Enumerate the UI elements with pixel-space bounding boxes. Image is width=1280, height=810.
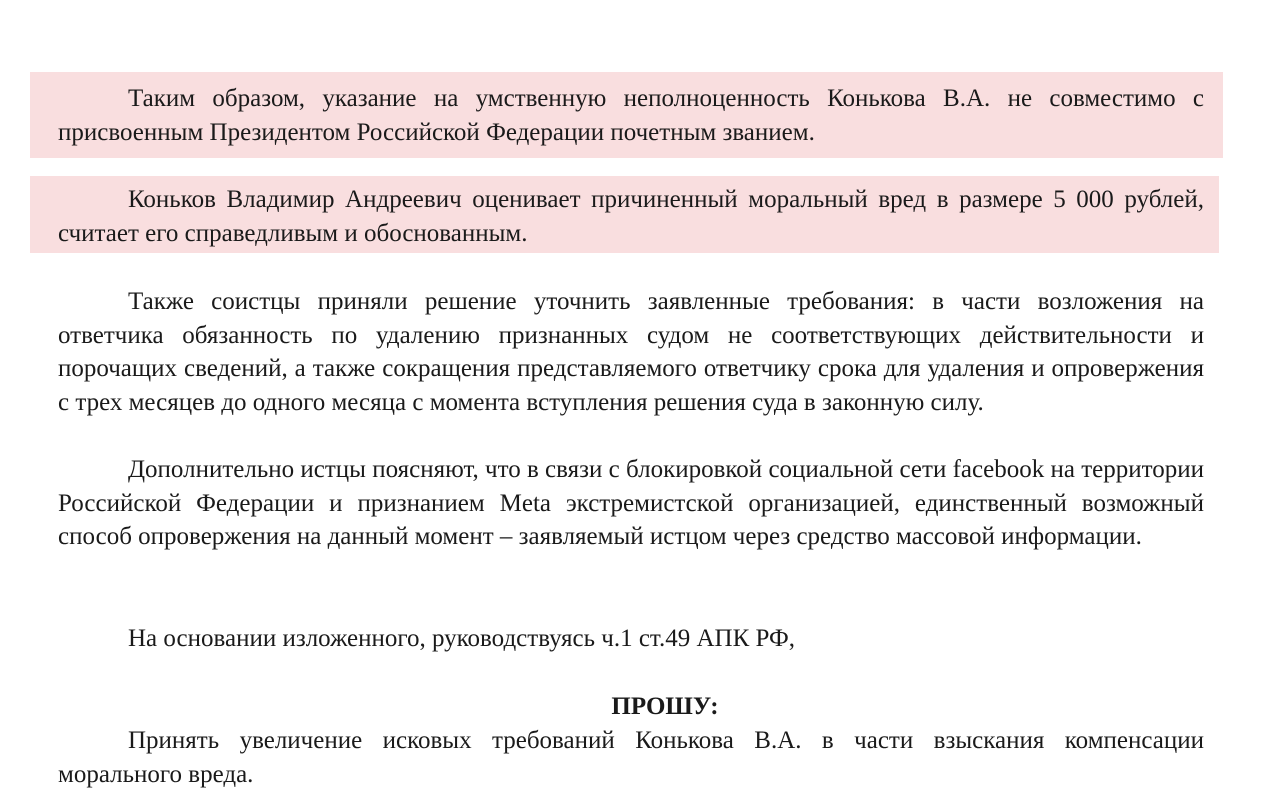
paragraph-legal-basis: На основании изложенного, руководствуясь ч.1 ст.49 АПК РФ,: [128, 625, 795, 652]
paragraph-clarified-claims: Также соистцы приняли решение уточнить заявленные требования: в части возложения на ответчика обязанность по удалению признанных судом не соответствующих действительности и порочащих сведений, а также сокращения представляемого ответчику срока для удаления и опровержения с трех месяцев до одного месяца с момента вступления решения суда в законную силу.: [58, 288, 1204, 416]
paragraph-facebook-blocking: Дополнительно истцы поясняют, что в связи с блокировкой социальной сети facebook на территории Российской Федерации и признанием Meta экстремистской организацией, единственный возможный способ опровержения на данный момент – заявляемый истцом через средство массовой информации.: [58, 456, 1204, 551]
paragraph-moral-damage-amount: Коньков Владимир Андреевич оценивает причиненный моральный вред в размере 5 000 рублей, считает его справедливым и обоснованным.: [58, 186, 1204, 247]
request-heading: ПРОШУ:: [611, 693, 719, 720]
paragraph-request: Принять увеличение исковых требований Конькова В.А. в части взыскания компенсации морального вреда.: [58, 727, 1204, 788]
paragraph-mental-disability: Таким образом, указание на умственную неполноценность Конькова В.А. не совместимо с присвоенным Президентом Российской Федерации почетным званием.: [58, 85, 1204, 146]
